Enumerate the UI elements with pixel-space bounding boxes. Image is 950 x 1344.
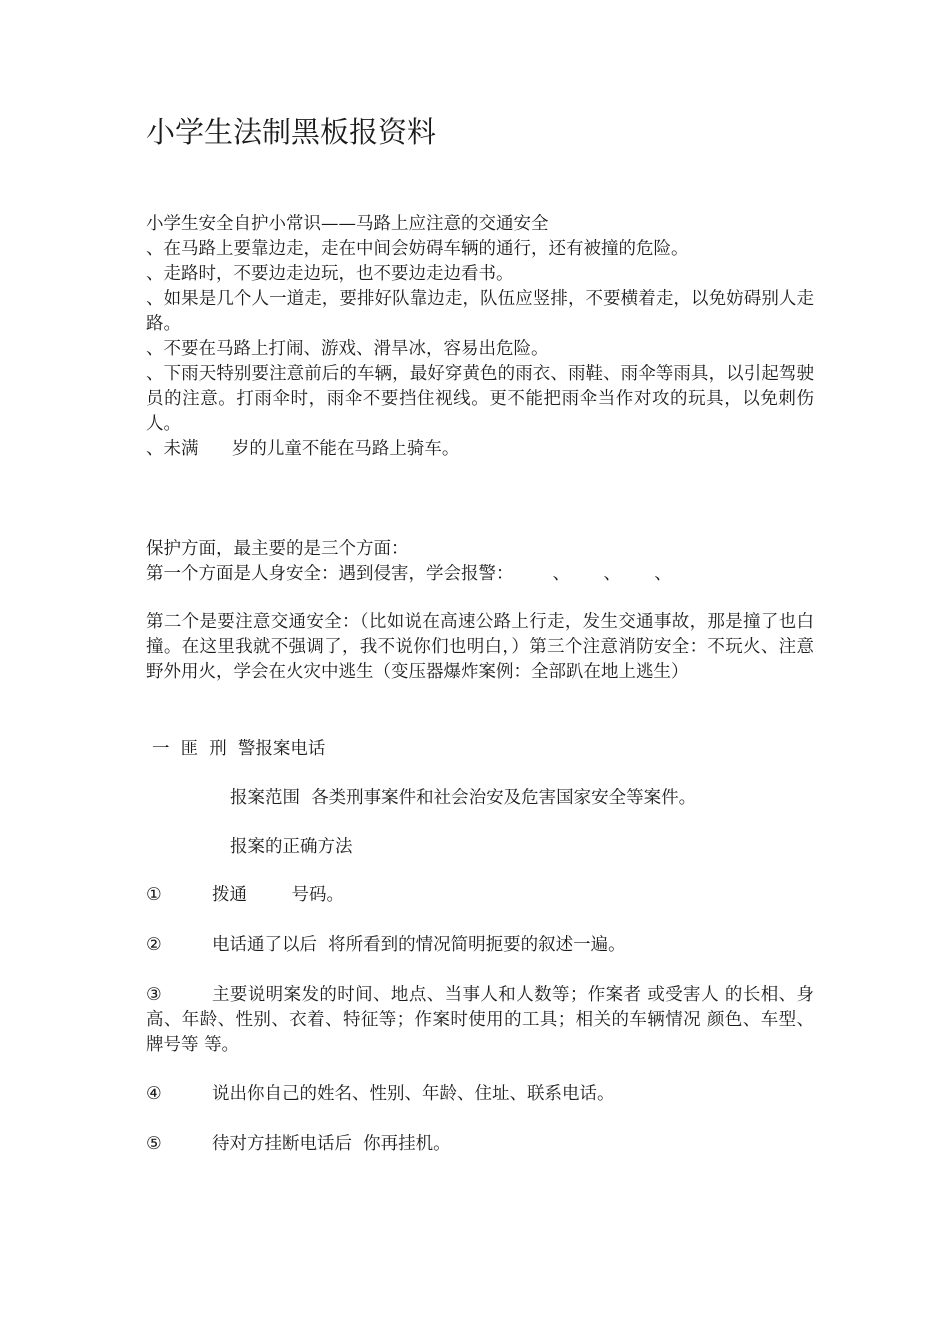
step-number: ③ bbox=[146, 985, 162, 1005]
list-item: 、走路时，不要边走边玩，也不要边走边看书。 bbox=[146, 264, 514, 284]
step-number: ① bbox=[146, 885, 162, 905]
step-number: ② bbox=[146, 935, 162, 955]
step-text: 拨通 号码。 bbox=[212, 885, 345, 905]
list-item: 、不要在马路上打闹、游戏、滑旱冰，容易出危险。 bbox=[146, 339, 549, 359]
paragraph: 第二个是要注意交通安全：（比如说在高速公路上行走，发生交通事故，那是撞了也白撞。在这里我就不强调了，我不说你们也明白，）第三个注意消防安全：不玩火、注意野外用火，学会在火灾中逃生（变压器爆炸案例：全部趴在地上逃生） bbox=[146, 612, 814, 682]
step-number: ④ bbox=[146, 1084, 162, 1104]
list-item: 、下雨天特别要注意前后的车辆，最好穿黄色的雨衣、雨鞋、雨伞等雨具，以引起驾驶员的注意。打雨伞时，雨伞不要挡住视线。更不能把雨伞当作对攻的玩具，以免刺伤人。 bbox=[146, 364, 814, 434]
list-item: 、未满 岁的儿童不能在马路上骑车。 bbox=[146, 439, 460, 459]
paragraph: 保护方面，最主要的是三个方面： bbox=[146, 539, 409, 559]
section-heading: 一 匪 刑 警报案电话 bbox=[152, 739, 326, 759]
subheading: 报案的正确方法 bbox=[230, 837, 353, 857]
step-text: 主要说明案发的时间、地点、当事人和人数等；作案者 或受害人 的长相、身高、年龄、性别、衣着、特征等；作案时使用的工具；相关的车辆情况 颜色、车型、牌号等 等。 bbox=[146, 985, 814, 1055]
paragraph: 第一个方面是人身安全：遇到侵害，学会报警： 、 、 、 bbox=[146, 564, 672, 584]
step-text: 电话通了以后 将所看到的情况简明扼要的叙述一遍。 bbox=[212, 935, 626, 955]
step-number: ⑤ bbox=[146, 1134, 162, 1154]
section-heading: 小学生安全自护小常识——马路上应注意的交通安全 bbox=[146, 214, 549, 234]
list-item: 、在马路上要靠边走，走在中间会妨碍车辆的通行，还有被撞的危险。 bbox=[146, 239, 689, 259]
step-text: 说出你自己的姓名、性别、年龄、住址、联系电话。 bbox=[212, 1084, 615, 1104]
page-title: 小学生法制黑板报资料 bbox=[146, 115, 437, 149]
paragraph: 报案范围 各类刑事案件和社会治安及危害国家安全等案件。 bbox=[230, 788, 697, 808]
list-item: 、如果是几个人一道走，要排好队靠边走，队伍应竖排，不要横着走，以免妨碍别人走路。 bbox=[146, 289, 814, 334]
step-text: 待对方挂断电话后 你再挂机。 bbox=[212, 1134, 451, 1154]
